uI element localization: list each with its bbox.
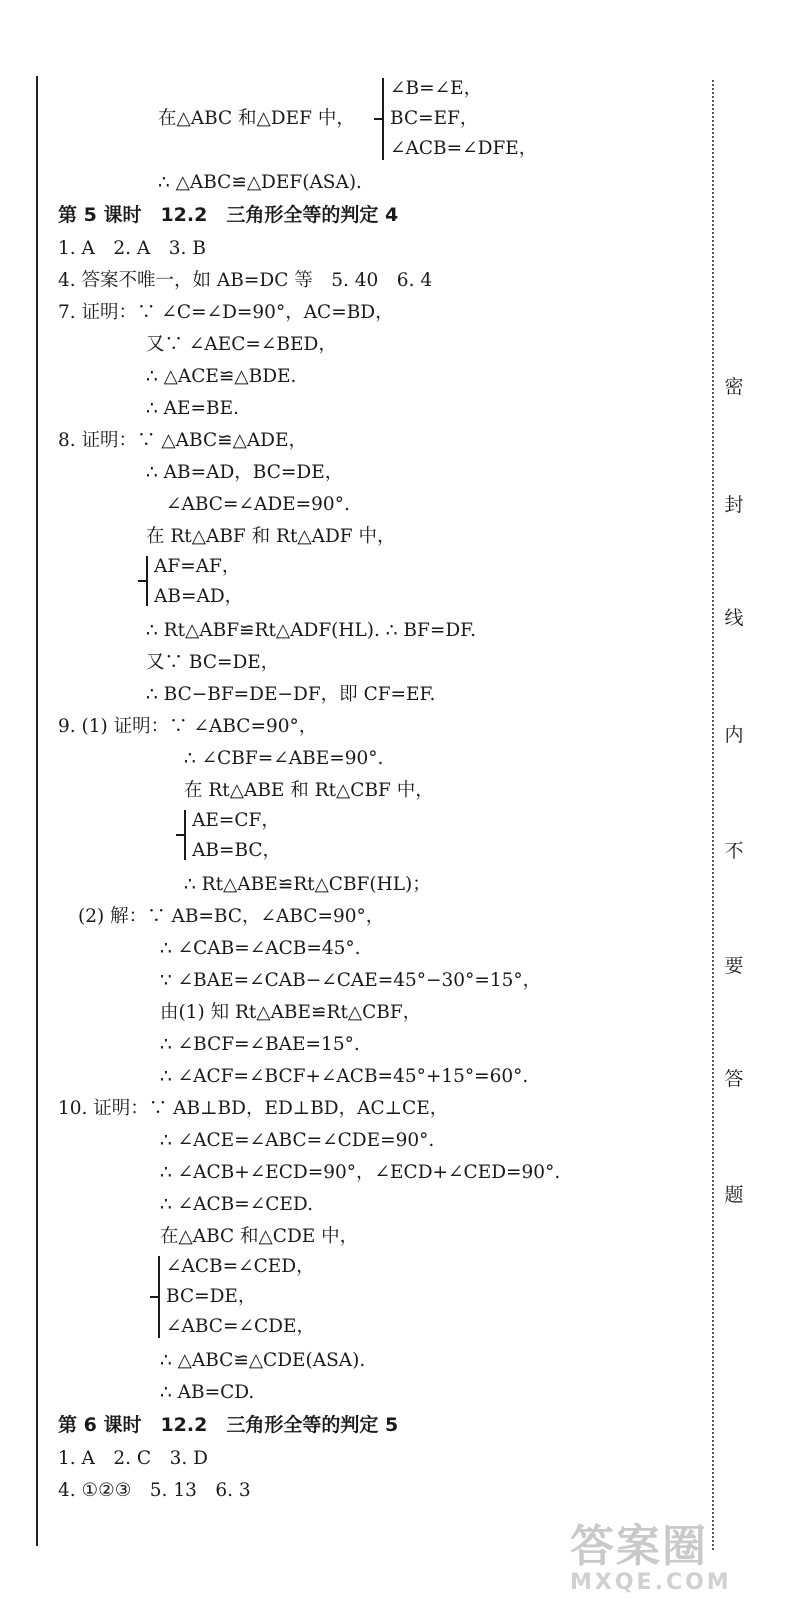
text-line: (2) 解：∵ AB=BC，∠ABC=90°，: [78, 906, 385, 927]
text-line: ∴ ∠CAB=∠ACB=45°.: [160, 938, 361, 959]
lesson-heading: 第 5 课时 12.2 三角形全等的判定 4: [58, 204, 399, 226]
text-line: 在 Rt△ABE 和 Rt△CBF 中，: [184, 780, 434, 801]
text-line: 又∵ ∠AEC=∠BED，: [146, 334, 337, 355]
text-line: ∠ABC=∠CDE，: [166, 1316, 315, 1337]
text-line: 由(1) 知 Rt△ABE≌Rt△CBF，: [160, 1002, 422, 1023]
text-line: ∴ ∠ACF=∠BCF+∠ACB=45°+15°=60°.: [160, 1066, 529, 1087]
text-line: ∴ Rt△ABE≌Rt△CBF(HL)；: [184, 874, 431, 895]
text-line: ∠ACB=∠DFE，: [390, 138, 538, 159]
text-line: 又∵ BC=DE，: [146, 652, 280, 673]
left-margin-rule: [36, 76, 38, 1546]
text-line: 4. ①②③ 5. 13 6. 3: [58, 1480, 251, 1501]
text-line: 在△ABC 和△CDE 中，: [160, 1226, 359, 1247]
text-line: ∴ BC−BF=DE−DF，即 CF=EF.: [146, 684, 436, 705]
text-line: ∠ACB=∠CED，: [166, 1256, 315, 1277]
text-line: AE=CF，: [192, 810, 280, 831]
text-line: 10. 证明：∵ AB⊥BD，ED⊥BD，AC⊥CE，: [58, 1098, 449, 1119]
lesson-heading: 第 6 课时 12.2 三角形全等的判定 5: [58, 1414, 399, 1436]
text-line: ∴ ∠ACE=∠ABC=∠CDE=90°.: [160, 1130, 435, 1151]
text-line: BC=EF，: [390, 108, 479, 129]
text-line: AB=BC，: [192, 840, 282, 861]
seal-char: 答: [724, 1068, 744, 1090]
seal-char: 内: [724, 724, 744, 746]
text-line: ∴ AE=BE.: [146, 398, 239, 419]
seal-char: 密: [724, 376, 744, 398]
text-line: 4. 答案不唯一，如 AB=DC 等 5. 40 6. 4: [58, 270, 433, 291]
text-line: ∴ Rt△ABF≌Rt△ADF(HL). ∴ BF=DF.: [146, 620, 477, 641]
text-line: BC=DE，: [166, 1286, 257, 1307]
text-line: 1. A 2. A 3. B: [58, 238, 206, 259]
seal-char: 线: [724, 607, 744, 629]
text-line: 9. (1) 证明：∵ ∠ABC=90°，: [58, 716, 318, 737]
seal-char: 不: [724, 840, 744, 862]
text-line: AB=AD，: [154, 586, 244, 607]
watermark-url: MXQE.COM: [570, 1570, 732, 1595]
text-line: ∴ AB=CD.: [160, 1382, 255, 1403]
text-line: 在 Rt△ABF 和 Rt△ADF 中，: [146, 526, 396, 547]
text-line: ∴ ∠BCF=∠BAE=15°.: [160, 1034, 360, 1055]
text-line: ∵ ∠BAE=∠CAB−∠CAE=45°−30°=15°，: [160, 970, 542, 991]
text-line: 7. 证明：∵ ∠C=∠D=90°，AC=BD，: [58, 302, 394, 323]
text-line: ∴ ∠ACB=∠CED.: [160, 1194, 313, 1215]
text-line: ∠B=∠E，: [390, 78, 483, 99]
text-line: ∴ AB=AD，BC=DE，: [146, 462, 344, 483]
text-line: ∴ △ACE≌△BDE.: [146, 366, 297, 387]
text-line: 在△ABC 和△DEF 中，: [158, 108, 355, 129]
text-line: ∴ ∠CBF=∠ABE=90°.: [184, 748, 384, 769]
seal-char: 要: [724, 955, 744, 977]
watermark-logo: [570, 1510, 732, 1595]
text-line: ∴ △ABC≌△CDE(ASA).: [160, 1350, 366, 1371]
text-line: ∴ ∠ACB+∠ECD=90°，∠ECD+∠CED=90°.: [160, 1162, 561, 1183]
text-line: ∠ABC=∠ADE=90°.: [166, 494, 350, 515]
seal-char: 题: [724, 1184, 744, 1206]
text-line: AF=AF，: [154, 556, 241, 577]
seal-char: 封: [724, 494, 744, 516]
text-line: 8. 证明：∵ △ABC≌△ADE，: [58, 430, 308, 451]
seal-dotted-line: [712, 80, 714, 1550]
watermark-main: 答案圈: [570, 1521, 708, 1572]
text-line: ∴ △ABC≌△DEF(ASA).: [158, 172, 362, 193]
text-line: 1. A 2. C 3. D: [58, 1448, 208, 1469]
